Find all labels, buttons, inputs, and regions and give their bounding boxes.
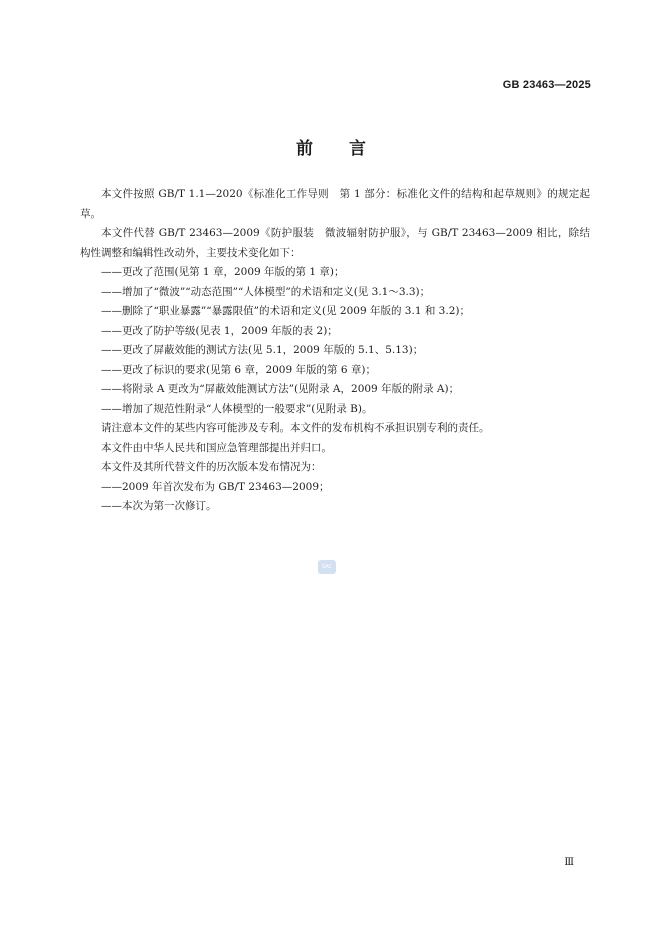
change-item: ——更改了范围(见第 1 章，2009 年版的第 1 章)； — [101, 266, 345, 278]
change-item: ——删除了“职业暴露”“暴露限值”的术语和定义(见 2009 年版的 3.1 和 3.2)； — [101, 305, 470, 317]
change-item: ——更改了标识的要求(见第 6 章，2009 年版的第 6 章)； — [101, 363, 376, 376]
change-item: ——将附录 A 更改为“屏蔽效能测试方法”(见附录 A，2009 年版的附录 A)； — [101, 383, 460, 395]
history-item: ——本次为第一次修订。 — [101, 500, 217, 512]
watermark-logo: SAC — [318, 560, 336, 574]
change-item: ——增加了“微波”“动态范围”“人体模型”的术语和定义(见 3.1～3.3)； — [101, 285, 431, 298]
change-item: ——增加了规范性附录“人体模型的一般要求”(见附录 B)。 — [101, 402, 373, 415]
standard-number: GB 23463—2025 — [502, 79, 591, 91]
proposer-notice: 本文件由中华人民共和国应急管理部提出并归口。 — [101, 441, 332, 454]
change-item: ——更改了防护等级(见表 1，2009 年版的表 2)； — [101, 324, 338, 337]
history-item: ——2009 年首次发布为 GB/T 23463—2009； — [101, 480, 330, 493]
foreword-body — [80, 185, 590, 517]
change-item: ——更改了屏蔽效能的测试方法(见 5.1，2009 年版的 5.1、5.13)； — [101, 344, 424, 356]
history-intro: 本文件及其所代替文件的历次版本发布情况为： — [101, 461, 322, 473]
page-title: 前言 — [296, 139, 402, 159]
drafting-rule-paragraph: 本文件按照 GB/T 1.1—2020《标准化工作导则 第 1 部分：标准化文件的结构和起草规则》的规定起草。 — [80, 188, 590, 220]
page-number: Ⅲ — [564, 857, 574, 868]
replacement-paragraph: 本文件代替 GB/T 23463—2009《防护服装 微波辐射防护服》，与 GB/T 23463—2009 相比，除结构性调整和编辑性改动外，主要技术变化如下： — [80, 227, 590, 259]
patent-notice: 请注意本文件的某些内容可能涉及专利。本文件的发布机构不承担识别专利的责任。 — [101, 422, 490, 434]
